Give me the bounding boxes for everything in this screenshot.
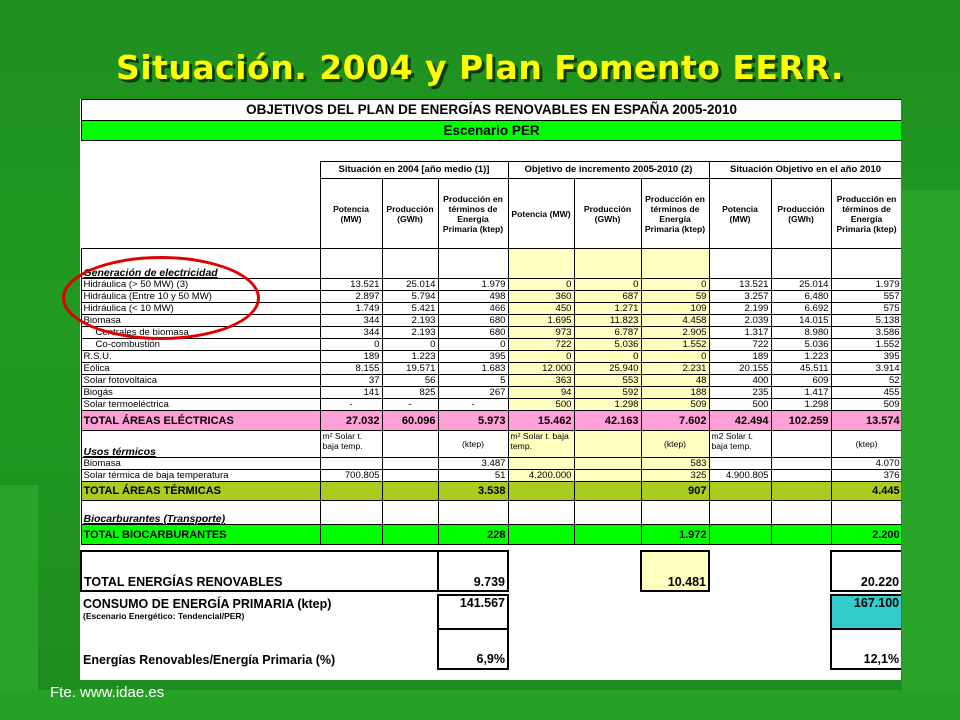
table-cell: 2.231 xyxy=(641,363,709,375)
table-cell: 500 xyxy=(709,399,771,411)
table-row xyxy=(81,387,901,399)
table-cell: 592 xyxy=(574,387,641,399)
table-cell: 8.155 xyxy=(320,363,382,375)
table-cell: 1.695 xyxy=(508,315,574,327)
table-cell: 722 xyxy=(709,339,771,351)
row-label: Co-combustión xyxy=(81,339,320,351)
table-cell: 5.973 xyxy=(438,411,508,431)
table-cell: 3.914 xyxy=(831,363,901,375)
row-label: Eólica xyxy=(81,363,320,375)
group-header-target-2010: Situación Objetivo en el año 2010 xyxy=(709,162,901,179)
row-label: R.S.U. xyxy=(81,351,320,363)
slide-title: Situación. 2004 y Plan Fomento EERR. xyxy=(116,48,844,87)
table-cell: 700.805 xyxy=(320,470,382,482)
table-cell: 973 xyxy=(508,327,574,339)
table-cell: 189 xyxy=(709,351,771,363)
renewables-ratio-label: Energías Renovables/Energía Primaria (%) xyxy=(83,652,336,667)
table-cell: 5.794 xyxy=(382,291,438,303)
table-row xyxy=(81,458,901,470)
table-cell: 5.036 xyxy=(771,339,831,351)
table-cell: 7.602 xyxy=(641,411,709,431)
group-header-increment: Objetivo de incremento 2005-2010 (2) xyxy=(508,162,709,179)
table-cell: - xyxy=(438,399,508,411)
table-row xyxy=(81,363,901,375)
table-cell: 9.739 xyxy=(438,551,508,591)
table-cell: 395 xyxy=(438,351,508,363)
table-cell: 509 xyxy=(831,399,901,411)
source-credit: Fte. www.idae.es xyxy=(50,684,165,701)
table-cell: 498 xyxy=(438,291,508,303)
col-header-primary: Producción en términos de Energía Primaria (ktep) xyxy=(831,179,901,249)
table-cell: 167.100 xyxy=(831,595,901,629)
table-cell: 0 xyxy=(382,339,438,351)
row-label: Biogás xyxy=(81,387,320,399)
table-row xyxy=(81,470,901,482)
table-cell: 4.458 xyxy=(641,315,709,327)
table-cell xyxy=(508,458,574,470)
row-label: Solar térmica de baja temperatura xyxy=(81,470,320,482)
table-cell: 1.271 xyxy=(574,303,641,315)
table-cell: 48 xyxy=(641,375,709,387)
col-header-production: Producción (GWh) xyxy=(382,179,438,249)
table-cell: 52 xyxy=(831,375,901,387)
table-cell: 102.259 xyxy=(771,411,831,431)
table-cell: 2.200 xyxy=(831,525,901,545)
col-header-power: Potencia (MW) xyxy=(508,179,574,249)
table-cell: 455 xyxy=(831,387,901,399)
table-cell: 25.014 xyxy=(771,279,831,291)
table-cell: 395 xyxy=(831,351,901,363)
row-label: Hidráulica (Entre 10 y 50 MW) xyxy=(81,291,320,303)
table-cell: 56 xyxy=(382,375,438,387)
table-cell: 1.749 xyxy=(320,303,382,315)
col-header-primary: Producción en términos de Energía Primaria (ktep) xyxy=(641,179,709,249)
row-label: Centrales de biomasa xyxy=(81,327,320,339)
table-cell: 45.511 xyxy=(771,363,831,375)
table-cell: 189 xyxy=(320,351,382,363)
total-electric-label: TOTAL ÁREAS ELÉCTRICAS xyxy=(81,411,320,431)
table-cell: 59 xyxy=(641,291,709,303)
table-cell: 907 xyxy=(641,482,709,501)
table-cell: 25.014 xyxy=(382,279,438,291)
table-cell xyxy=(320,458,382,470)
col-header-primary: Producción en términos de Energía Primaria (ktep) xyxy=(438,179,508,249)
table-cell: 5.421 xyxy=(382,303,438,315)
table-cell: 27.032 xyxy=(320,411,382,431)
table-cell: 0 xyxy=(320,339,382,351)
section-electricity: Generación de electricidad xyxy=(81,249,320,279)
row-label: Hidráulica (< 10 MW) xyxy=(81,303,320,315)
table-cell: 2.905 xyxy=(641,327,709,339)
table-cell: 722 xyxy=(508,339,574,351)
table-cell: 11.823 xyxy=(574,315,641,327)
table-row xyxy=(81,351,901,363)
table-cell: 4.200.000 xyxy=(508,470,574,482)
table-cell: 141 xyxy=(320,387,382,399)
table-cell: 4.445 xyxy=(831,482,901,501)
table-cell: 42.163 xyxy=(574,411,641,431)
row-label: Biomasa xyxy=(81,458,320,470)
table-cell: 1.417 xyxy=(771,387,831,399)
unit-label: m2 Solar t. baja temp. xyxy=(709,431,771,458)
table-cell: 6.692 xyxy=(771,303,831,315)
table-cell: 1.298 xyxy=(771,399,831,411)
table-cell: 1.223 xyxy=(382,351,438,363)
table-cell: 1.552 xyxy=(831,339,901,351)
unit-label: m² Solar t. baja temp. xyxy=(508,431,574,458)
table-cell: 13.521 xyxy=(709,279,771,291)
row-label: Solar termoeléctrica xyxy=(81,399,320,411)
highlight-circle-annotation xyxy=(62,256,260,340)
renewables-table-sheet xyxy=(80,99,901,680)
table-cell: 20.220 xyxy=(831,551,901,591)
table-row xyxy=(81,375,901,387)
col-header-production: Producción (GWh) xyxy=(771,179,831,249)
table-cell: 6.787 xyxy=(574,327,641,339)
table-cell: 1.298 xyxy=(574,399,641,411)
table-cell: 609 xyxy=(771,375,831,387)
table-cell: 20.155 xyxy=(709,363,771,375)
table-cell: 2.039 xyxy=(709,315,771,327)
table-cell: 109 xyxy=(641,303,709,315)
table-cell: 12,1% xyxy=(831,629,901,669)
table-cell: 267 xyxy=(438,387,508,399)
table-cell: 1.317 xyxy=(709,327,771,339)
unit-label: m² Solar t. baja temp. xyxy=(320,431,382,458)
table-cell: 509 xyxy=(641,399,709,411)
table-cell: 14.015 xyxy=(771,315,831,327)
table-cell: 3.257 xyxy=(709,291,771,303)
table-cell: 575 xyxy=(831,303,901,315)
table-cell: 1.972 xyxy=(641,525,709,545)
col-header-production: Producción (GWh) xyxy=(574,179,641,249)
table-cell: 466 xyxy=(438,303,508,315)
table-cell: 3.538 xyxy=(438,482,508,501)
row-label: Biomasa xyxy=(81,315,320,327)
table-cell: 6.480 xyxy=(771,291,831,303)
table-cell: 344 xyxy=(320,327,382,339)
total-biofuels-label: TOTAL BIOCARBURANTES xyxy=(81,525,320,545)
background-band-left xyxy=(0,485,38,720)
table-cell: 1.979 xyxy=(438,279,508,291)
table-cell: 363 xyxy=(508,375,574,387)
table-cell: 12.000 xyxy=(508,363,574,375)
table-cell: 13.521 xyxy=(320,279,382,291)
table-cell: 19.571 xyxy=(382,363,438,375)
table-cell: 2.193 xyxy=(382,315,438,327)
table-cell: 583 xyxy=(641,458,709,470)
col-header-power: Potencia (MW) xyxy=(320,179,382,249)
table-cell: 5.036 xyxy=(574,339,641,351)
row-label: Solar fotovoltaica xyxy=(81,375,320,387)
unit-label: (ktep) xyxy=(438,431,508,458)
thermal-rows xyxy=(81,458,901,482)
table-cell: 3.586 xyxy=(831,327,901,339)
total-renewables-label: TOTAL ENERGÍAS RENOVABLES xyxy=(81,551,438,591)
table-cell: 500 xyxy=(508,399,574,411)
background-band-right xyxy=(902,190,960,720)
table-cell: 13.574 xyxy=(831,411,901,431)
table-cell: 15.462 xyxy=(508,411,574,431)
table-cell: 557 xyxy=(831,291,901,303)
primary-consumption-sublabel: (Escenario Energético: Tendencial/PER) xyxy=(83,610,245,621)
table-cell: 4.070 xyxy=(831,458,901,470)
table-cell xyxy=(709,458,771,470)
renewables-table xyxy=(80,99,901,670)
table-cell: 825 xyxy=(382,387,438,399)
table-cell: 1.979 xyxy=(831,279,901,291)
table-cell: 0 xyxy=(508,351,574,363)
table-cell: 0 xyxy=(641,279,709,291)
table-cell: 2.193 xyxy=(382,327,438,339)
table-cell: 4.900.805 xyxy=(709,470,771,482)
table-cell: 0 xyxy=(574,279,641,291)
table-cell: 376 xyxy=(831,470,901,482)
table-cell: 141.567 xyxy=(438,595,508,629)
table-cell: 25.940 xyxy=(574,363,641,375)
table-cell: 680 xyxy=(438,315,508,327)
section-biofuels: Biocarburantes (Transporte) xyxy=(81,501,320,525)
table-cell: 188 xyxy=(641,387,709,399)
table-cell: 0 xyxy=(438,339,508,351)
primary-consumption-label: CONSUMO DE ENERGÍA PRIMARIA (ktep) xyxy=(83,596,332,611)
table-cell: 60.096 xyxy=(382,411,438,431)
table-cell: 42.494 xyxy=(709,411,771,431)
table-cell: 687 xyxy=(574,291,641,303)
table-cell: 1.683 xyxy=(438,363,508,375)
table-cell: 228 xyxy=(438,525,508,545)
table-cell: 450 xyxy=(508,303,574,315)
table-row xyxy=(81,339,901,351)
table-cell: 325 xyxy=(641,470,709,482)
unit-label: (ktep) xyxy=(641,431,709,458)
table-cell: 37 xyxy=(320,375,382,387)
table-row xyxy=(81,399,901,411)
section-thermal: Usos térmicos xyxy=(81,431,320,458)
table-cell: 5 xyxy=(438,375,508,387)
row-label: Hidráulica (> 50 MW) (3) xyxy=(81,279,320,291)
table-cell: 0 xyxy=(508,279,574,291)
table-cell: - xyxy=(320,399,382,411)
table-cell: 0 xyxy=(574,351,641,363)
table-title: OBJETIVOS DEL PLAN DE ENERGÍAS RENOVABLES EN ESPAÑA 2005-2010 xyxy=(81,100,901,121)
table-cell: 2.199 xyxy=(709,303,771,315)
table-cell: 680 xyxy=(438,327,508,339)
table-cell: 5.138 xyxy=(831,315,901,327)
table-cell: 2.897 xyxy=(320,291,382,303)
table-cell: 8.980 xyxy=(771,327,831,339)
table-cell: 235 xyxy=(709,387,771,399)
table-cell: 553 xyxy=(574,375,641,387)
unit-label: (ktep) xyxy=(831,431,901,458)
table-cell: - xyxy=(382,399,438,411)
table-cell: 3.487 xyxy=(438,458,508,470)
table-cell: 1.552 xyxy=(641,339,709,351)
total-thermal-label: TOTAL ÁREAS TÉRMICAS xyxy=(81,482,320,501)
table-cell: 344 xyxy=(320,315,382,327)
table-cell: 1.223 xyxy=(771,351,831,363)
table-cell: 10.481 xyxy=(641,551,709,591)
table-cell: 94 xyxy=(508,387,574,399)
group-header-2004: Situación en 2004 [año medio (1)] xyxy=(320,162,508,179)
scenario-label: Escenario PER xyxy=(81,121,901,141)
col-header-power: Potencia (MW) xyxy=(709,179,771,249)
table-cell: 0 xyxy=(641,351,709,363)
table-cell: 51 xyxy=(438,470,508,482)
table-cell: 400 xyxy=(709,375,771,387)
table-cell: 360 xyxy=(508,291,574,303)
table-cell: 6,9% xyxy=(438,629,508,669)
